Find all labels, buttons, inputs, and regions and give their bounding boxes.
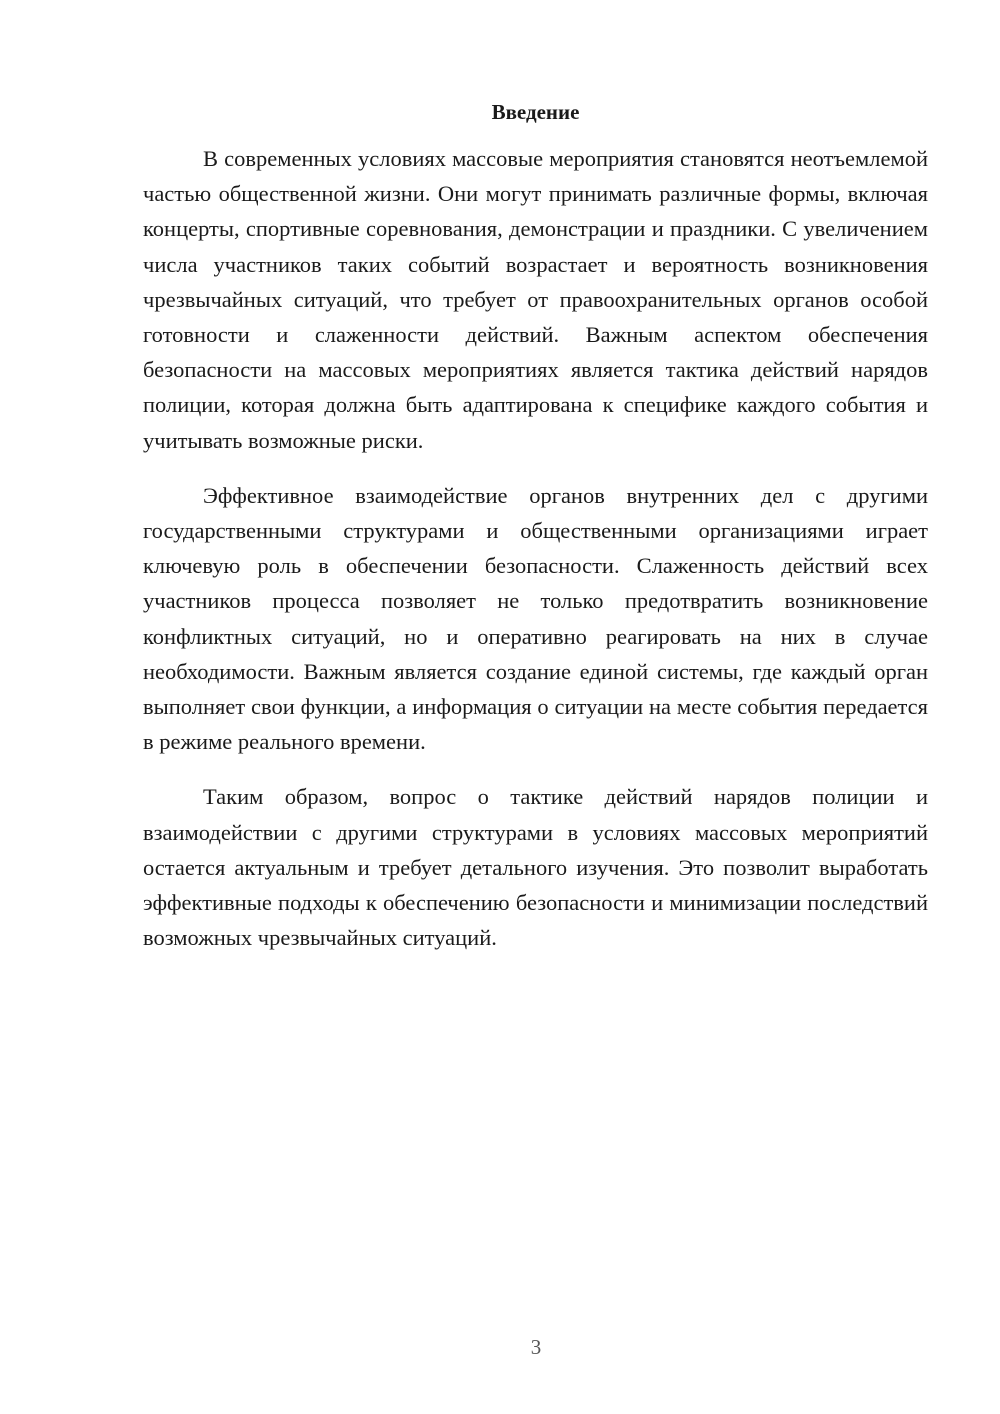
paragraph-3: Таким образом, вопрос о тактике действий нарядов полиции и взаимодействии с другими структурами в условиях массовых мероприятий остается актуальным и требует детального изучения. Это позволит выработать эффективные подходы к обеспечению безопасности и минимизации последствий возможных чрезвычайных ситуаций.	[143, 784, 928, 951]
paragraph-1: В современных условиях массовые мероприятия становятся неотъемлемой частью общественной жизни. Они могут принимать различные формы, включая концерты, спортивные соревнования, демонстрации и праздники. С увеличением числа участников таких событий возрастает и вероятность возникновения чрезвычайных ситуаций, что требует от правоохранительных органов особой готовности и слаженности действий. Важным аспектом обеспечения безопасности на массовых мероприятиях является тактика действий нарядов полиции, которая должна быть адаптирована к специфике каждого события и учитывать возможные риски.	[143, 146, 928, 453]
paragraph-2: Эффективное взаимодействие органов внутренних дел с другими государственными структурами и общественными организациями играет ключевую роль в обеспечении безопасности. Слаженность действий всех участников процесса позволяет не только предотвратить возникновение конфликтных ситуаций, но и оперативно реагировать на них в случае необходимости. Важным является создание единой системы, где каждый орган выполняет свои функции, а информация о ситуации на месте события передается в режиме реального времени.	[143, 482, 928, 755]
page-number: 3	[530, 1335, 542, 1359]
body-text	[143, 141, 928, 975]
section-heading: Введение	[491, 100, 580, 124]
